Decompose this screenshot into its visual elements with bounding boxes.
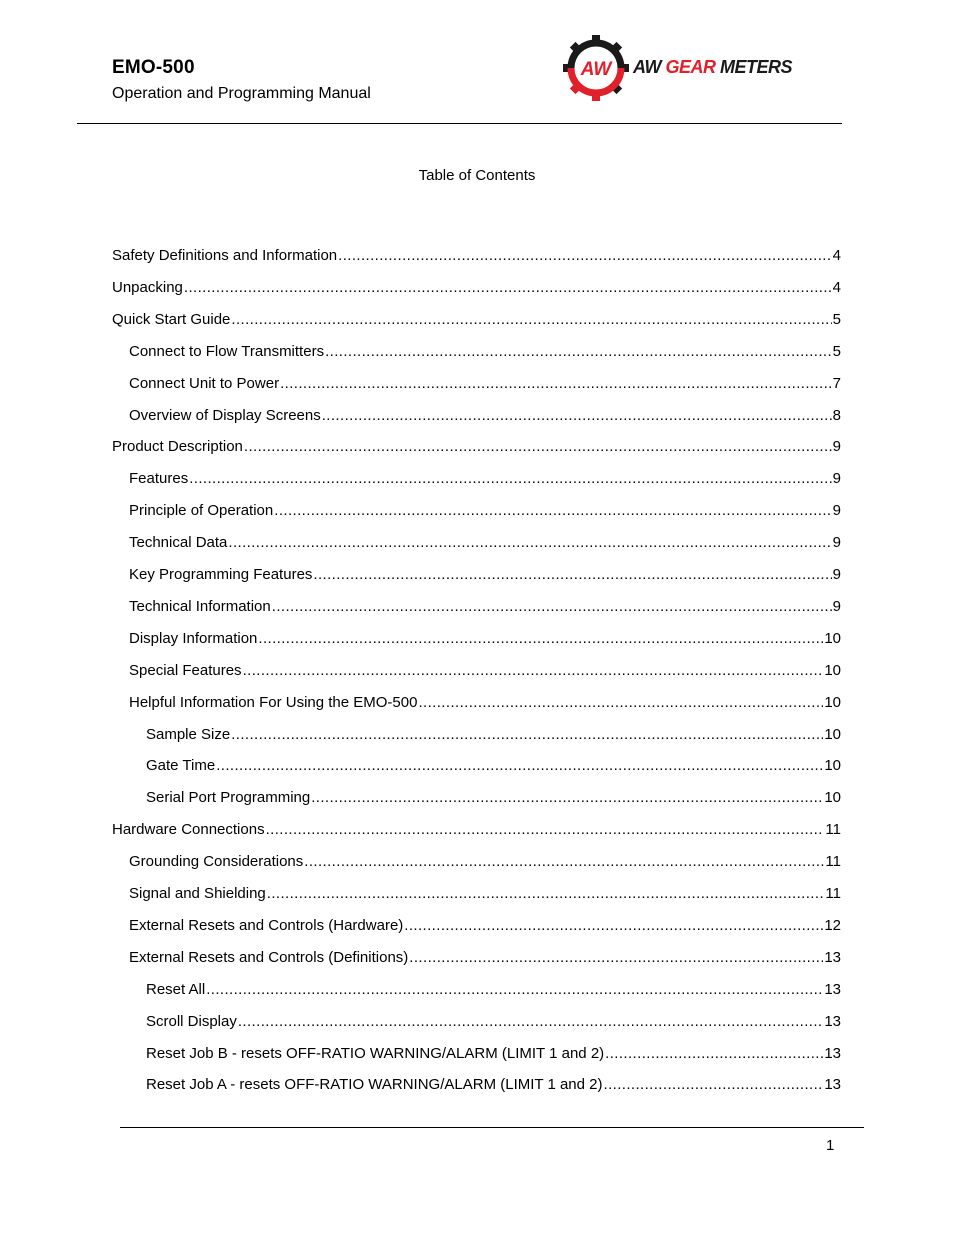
toc-dot-leader <box>338 246 832 266</box>
toc-entry[interactable] <box>129 884 841 904</box>
toc-dot-leader <box>189 469 831 489</box>
toc-dot-leader <box>184 278 832 298</box>
toc-dot-leader <box>280 374 832 394</box>
toc-entry-page: 8 <box>832 407 841 424</box>
toc-dot-leader <box>228 533 831 553</box>
toc-entry[interactable] <box>146 1075 841 1095</box>
logo-emblem-text: AW <box>580 59 612 80</box>
toc-entry-page: 13 <box>824 1076 841 1093</box>
toc-entry-page: 4 <box>832 279 841 296</box>
toc-entry-page: 11 <box>825 821 841 838</box>
toc-entry-title: Helpful Information For Using the EMO-500 <box>129 694 418 711</box>
toc-entry-title: Quick Start Guide <box>112 311 231 328</box>
toc-entry-title: External Resets and Controls (Definitions) <box>129 949 409 966</box>
toc-entry-page: 10 <box>824 694 841 711</box>
toc-dot-leader <box>311 788 823 808</box>
toc-dot-leader <box>274 501 831 521</box>
toc-entry[interactable] <box>112 310 841 330</box>
toc-dot-leader <box>238 1012 823 1032</box>
footer-divider <box>120 1127 864 1128</box>
toc-entry-page: 13 <box>824 981 841 998</box>
gear-logo-icon <box>563 34 631 102</box>
toc-entry-title: Signal and Shielding <box>129 885 266 902</box>
toc-entry[interactable] <box>146 1044 841 1064</box>
toc-dot-leader <box>304 852 824 872</box>
toc-dot-leader <box>604 1075 824 1095</box>
toc-entry[interactable] <box>129 661 841 681</box>
toc-dot-leader <box>231 310 831 330</box>
logo-brand-gear: GEAR <box>665 57 716 77</box>
toc-entry-title: Special Features <box>129 662 242 679</box>
document-subtitle: Operation and Programming Manual <box>112 85 371 102</box>
toc-entry-page: 13 <box>824 1013 841 1030</box>
toc-entry-title: Connect to Flow Transmitters <box>129 343 325 360</box>
toc-dot-leader <box>231 725 823 745</box>
page-number: 1 <box>826 1137 835 1154</box>
toc-entry-title: Sample Size <box>146 726 231 743</box>
toc-entry[interactable] <box>129 406 841 426</box>
toc-entry-page: 11 <box>825 885 841 902</box>
toc-entry-title: Connect Unit to Power <box>129 375 280 392</box>
toc-entry-page: 11 <box>825 853 841 870</box>
toc-dot-leader <box>404 916 823 936</box>
toc-dot-leader <box>322 406 832 426</box>
toc-entry[interactable] <box>146 1012 841 1032</box>
toc-entry[interactable] <box>146 980 841 1000</box>
toc-entry-title: Product Description <box>112 438 243 455</box>
toc-entry-page: 5 <box>832 311 841 328</box>
toc-entry[interactable] <box>129 342 841 362</box>
logo-wordmark <box>633 57 792 78</box>
toc-entry-title: Principle of Operation <box>129 502 274 519</box>
toc-entry[interactable] <box>129 501 841 521</box>
toc-entry-title: Technical Information <box>129 598 271 615</box>
toc-entry-page: 10 <box>824 789 841 806</box>
toc-entry-title: Serial Port Programming <box>146 789 311 806</box>
toc-entry-page: 10 <box>824 726 841 743</box>
toc-dot-leader <box>418 693 823 713</box>
toc-entry-title: Scroll Display <box>146 1013 237 1030</box>
toc-entry[interactable] <box>112 246 841 266</box>
toc-entry[interactable] <box>129 852 841 872</box>
toc-entry-page: 9 <box>832 598 841 615</box>
toc-dot-leader <box>243 661 824 681</box>
toc-entry-page: 13 <box>824 1045 841 1062</box>
toc-entry[interactable] <box>112 437 841 457</box>
toc-entry-page: 10 <box>824 757 841 774</box>
toc-entry[interactable] <box>129 597 841 617</box>
toc-entry[interactable] <box>146 756 841 776</box>
toc-entry-title: Unpacking <box>112 279 183 296</box>
toc-entry-title: Reset All <box>146 981 206 998</box>
toc-entry-page: 9 <box>832 566 841 583</box>
header-divider <box>77 123 842 124</box>
logo-brand-meters: METERS <box>720 57 793 77</box>
toc-entry[interactable] <box>129 565 841 585</box>
toc-entry-page: 13 <box>824 949 841 966</box>
toc-entry-title: Technical Data <box>129 534 228 551</box>
toc-dot-leader <box>206 980 823 1000</box>
logo-brand-aw: AW <box>633 57 661 77</box>
toc-dot-leader <box>267 884 825 904</box>
toc-entry-title: Hardware Connections <box>112 821 265 838</box>
toc-entry-page: 7 <box>832 375 841 392</box>
company-logo <box>563 34 803 102</box>
toc-entry-title: Features <box>129 470 189 487</box>
toc-entry-page: 5 <box>832 343 841 360</box>
toc-entry-page: 9 <box>832 470 841 487</box>
toc-dot-leader <box>216 756 823 776</box>
toc-entry-page: 10 <box>824 662 841 679</box>
toc-entry-title: Reset Job A - resets OFF-RATIO WARNING/ALARM (LIMIT 1 and 2) <box>146 1076 603 1093</box>
toc-entry-title: Gate Time <box>146 757 216 774</box>
toc-dot-leader <box>325 342 832 362</box>
toc-entry-title: Safety Definitions and Information <box>112 247 338 264</box>
toc-dot-leader <box>258 629 823 649</box>
toc-dot-leader <box>313 565 831 585</box>
document-title: EMO-500 <box>112 57 195 78</box>
toc-entry-title: Reset Job B - resets OFF-RATIO WARNING/ALARM (LIMIT 1 and 2) <box>146 1045 605 1062</box>
toc-entry[interactable] <box>129 693 841 713</box>
toc-entry-title: Overview of Display Screens <box>129 407 321 424</box>
toc-dot-leader <box>605 1044 823 1064</box>
toc-entry[interactable] <box>129 469 841 489</box>
toc-entry-title: Key Programming Features <box>129 566 313 583</box>
toc-entry[interactable] <box>112 278 841 298</box>
toc-dot-leader <box>272 597 832 617</box>
toc-entry[interactable] <box>129 533 841 553</box>
toc-dot-leader <box>409 948 823 968</box>
toc-entry-page: 9 <box>832 502 841 519</box>
toc-entry-title: External Resets and Controls (Hardware) <box>129 917 404 934</box>
toc-entry[interactable] <box>146 725 841 745</box>
toc-entry[interactable] <box>146 788 841 808</box>
toc-entry-title: Display Information <box>129 630 258 647</box>
toc-entry[interactable] <box>129 374 841 394</box>
toc-entry-page: 4 <box>832 247 841 264</box>
toc-entry[interactable] <box>112 820 841 840</box>
toc-entry-page: 9 <box>832 438 841 455</box>
toc-dot-leader <box>244 437 832 457</box>
toc-entry-title: Grounding Considerations <box>129 853 304 870</box>
toc-heading: Table of Contents <box>418 167 536 184</box>
toc-dot-leader <box>266 820 825 840</box>
toc-entry[interactable] <box>129 916 841 936</box>
toc-entry-page: 10 <box>824 630 841 647</box>
toc-entry[interactable] <box>129 948 841 968</box>
toc-entry[interactable] <box>129 629 841 649</box>
toc-entry-page: 9 <box>832 534 841 551</box>
toc-entry-page: 12 <box>824 917 841 934</box>
